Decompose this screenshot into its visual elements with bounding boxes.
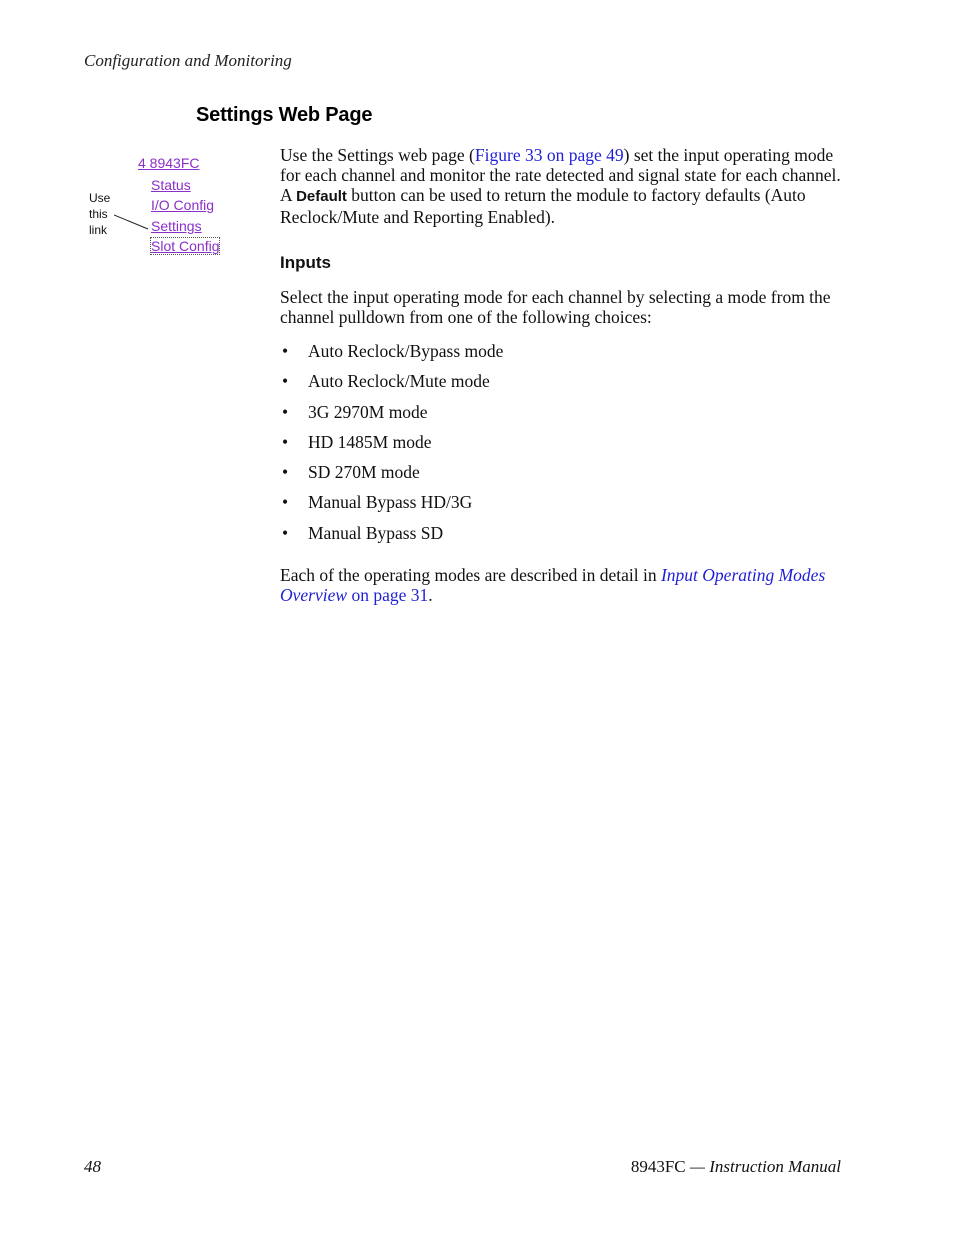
mode-list (280, 341, 845, 553)
nav-figure (88, 152, 268, 262)
list-item: • SD 270M mode (280, 462, 845, 492)
inputs-description: Select the input operating mode for each channel by selecting a mode from the channel pulldown from one of the following choices: (280, 287, 831, 327)
section-title: Settings Web Page (196, 104, 373, 126)
page-number: 48 (84, 1157, 101, 1176)
default-keyword: Default (296, 188, 347, 205)
list-item: • Manual Bypass HD/3G (280, 492, 845, 522)
list-item: • Auto Reclock/Mute mode (280, 371, 845, 401)
inputs-heading: Inputs (280, 253, 331, 272)
list-item: • HD 1485M mode (280, 432, 845, 462)
callout-label: Use this link (89, 191, 111, 237)
running-header: Configuration and Monitoring (84, 51, 292, 70)
list-item: • Manual Bypass SD (280, 523, 845, 553)
figure-link[interactable]: Figure 33 on page 49 (474, 145, 624, 165)
main-content (280, 145, 845, 605)
footer-title: 8943FC — Instruction Manual (630, 1157, 841, 1176)
nav-link-io-config[interactable]: I/O Config (151, 197, 215, 213)
operating-modes-link[interactable]: Input Operating Modes Overview (280, 565, 826, 606)
nav-link-slot-config[interactable]: Slot Config (151, 238, 220, 254)
intro-paragraph: Use the Settings web page (Figure 33 on page 49) set the input operating mode for each channel and monitor the rate detected and signal state for each channel. A Default button can be used to return the module to factory defaults (Auto Reclock/Mute and Reporting Enabled). (280, 145, 841, 227)
callout-leader-line (114, 214, 154, 232)
nav-link-status[interactable]: Status (151, 177, 191, 193)
closing-paragraph: Each of the operating modes are described in detail in Input Operating Modes Overview on page 31. (280, 565, 826, 606)
nav-link-module[interactable]: 4 8943FC (138, 155, 200, 171)
nav-link-settings[interactable]: Settings (151, 218, 202, 234)
list-item: • 3G 2970M mode (280, 402, 845, 432)
list-item: • Auto Reclock/Bypass mode (280, 341, 845, 371)
page-link[interactable]: on page 31 (347, 585, 429, 606)
